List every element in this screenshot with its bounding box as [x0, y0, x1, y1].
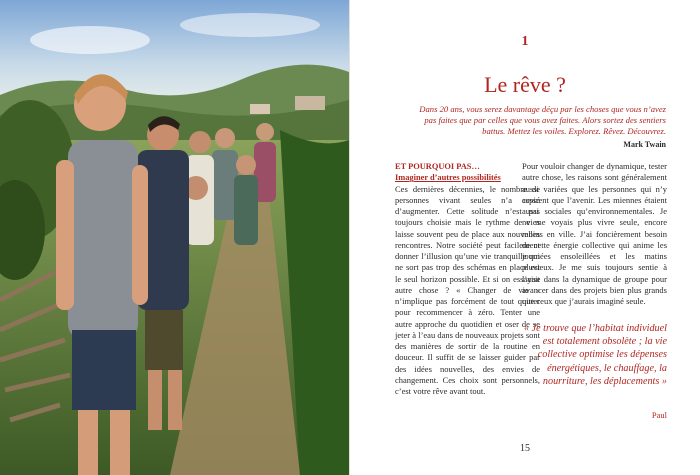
left-column — [395, 161, 540, 397]
pull-quote: « Je trouve que l’habitat individuel est totalement obsolète ; la vie collective optimise les dépenses énergétiques, le chauffage, la nourriture, les déplacements » — [523, 323, 667, 387]
right-column — [522, 161, 667, 307]
left-column-text: Ces dernières décennies, le nombre de personnes vivant seules n’a cessé d’augmenter. Cette solitude n’est pas toujours choisie mais le rythme de vies laisse souvent peu de place aux nouvelles rencontres. Notre société peut facilement donner l’illusion qu’une vie tranquille qui ne sort pas trop des schémas en place est le seul horizon possible. Et si on essayait autre chose ? « Changer de vie » n’implique pas forcément de tout quitter pour recommencer à zéro. Tenter une autre approche du quotidien et oser de se jeter à l’eau dans de nouveaux projets sont des manières de sortir de la routine en douceur. Il suffit de se laisser guider par des idées nouvelles, des envies de changement. Ces choix sont personnels, c’est votre rêve avant tout. — [395, 183, 540, 396]
section-heading: ET POURQUOI PAS… — [395, 162, 480, 171]
group-photo — [0, 0, 349, 475]
page-number: 15 — [520, 443, 530, 454]
pull-quote-author: Paul — [651, 410, 667, 420]
section-subheading: Imaginer d’autres possibilités — [395, 173, 501, 183]
epigraph-quote: Dans 20 ans, vous serez davantage déçu par les choses que vous n’avez pas faites que par celles que vous avez faites. Alors sortez des sentiers battus. Mettez les voiles. Explorez. Rêvez. Découvrez. — [419, 104, 666, 137]
right-column-text: Pour vouloir changer de dynamique, tester autre chose, les raisons sont généralement aussi variées que les personnes qui n’y aspirent que l’avenir. Les miennes étaient aussi sociales qu’environnementales. Je ne me voyais plus vivre seule, encore moins en ville. J’ai foncièrement besoin de cette énergie collective qui anime les journées ensoleillées et les matins pluvieux. Je me suis toujours sentie à l’aise dans la dynamique de groupe pour avancer dans des projets bien plus grands que ceux que j’aurais imaginé seule. — [522, 161, 667, 306]
epigraph-author: Mark Twain — [623, 140, 666, 149]
text-page — [350, 0, 700, 475]
chapter-number: 1 — [521, 34, 529, 49]
chapter-title: Le rêve ? — [484, 72, 566, 97]
